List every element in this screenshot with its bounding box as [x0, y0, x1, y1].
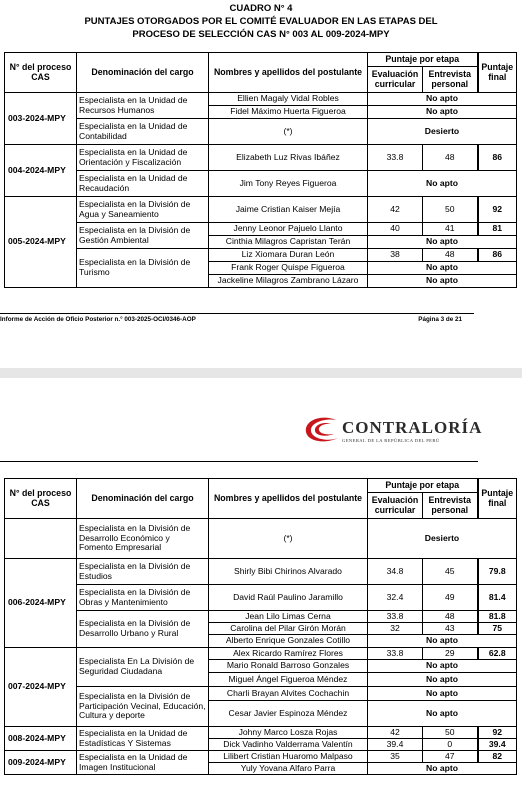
process-id: 006-2024-MPY	[5, 559, 77, 648]
interview-score: 49	[423, 585, 478, 611]
contraloria-emblem-icon	[302, 414, 342, 448]
applicant-name: Jim Tony Reyes Figueroa	[209, 171, 368, 197]
applicant-name: Cesar Javier Espinoza Méndez	[209, 701, 368, 727]
curricular-score: 40	[368, 223, 423, 236]
applicant-name: (*)	[209, 519, 368, 559]
job-title: Especialista en la División de Estudios	[77, 559, 209, 585]
applicant-name: Ellien Magaly Vidal Robles	[209, 93, 368, 106]
job-title: Especialista en la Unidad de Recursos Humanos	[77, 93, 209, 119]
report-reference: Informe de Acción de Oficio Posterior n.° 003-2025-OCI/0346-AOP	[0, 316, 196, 323]
job-title: Especialista en la Unidad de Orientación y Fiscalización	[77, 145, 209, 171]
contraloria-logo	[302, 414, 482, 448]
applicant-name: Fidel Máximo Huerta Figueroa	[209, 106, 368, 119]
status: No apto	[368, 236, 517, 249]
curricular-score: 39.4	[368, 739, 423, 751]
header-nombres: Nombres y apellidos del postulante	[209, 479, 368, 519]
process-id: 005-2024-MPY	[5, 197, 77, 288]
curricular-score: 33.8	[368, 648, 423, 660]
interview-score: 45	[423, 559, 478, 585]
header-entrevista-personal: Entrevista personal	[423, 493, 478, 519]
applicant-name: Liz Xiomara Duran León	[209, 249, 368, 262]
final-score: 79.8	[478, 559, 517, 585]
header-evaluacion-curricular: Evaluación curricular	[368, 493, 423, 519]
applicant-name: David Raúl Paulino Jaramillo	[209, 585, 368, 611]
process-id: 007-2024-MPY	[5, 648, 77, 727]
status: No apto	[368, 106, 517, 119]
applicant-name: Yuly Yovana Alfaro Parra	[209, 763, 368, 775]
interview-score: 0	[423, 739, 478, 751]
header-evaluacion-curricular: Evaluación curricular	[368, 67, 423, 93]
job-title: Especialista En La División de Seguridad Ciudadana	[77, 648, 209, 687]
job-title: Especialista en la División de Desarrollo Económico y Fomento Empresarial	[77, 519, 209, 559]
process-id-empty	[5, 519, 77, 559]
status: Desierto	[368, 119, 517, 145]
final-score: 81.8	[478, 611, 517, 623]
final-score: 81.4	[478, 585, 517, 611]
header-puntaje-final: Puntaje final	[478, 479, 517, 519]
header-puntaje-etapa: Puntaje por etapa	[368, 479, 478, 493]
header-proceso: N° del proceso CAS	[5, 479, 77, 519]
footer-rule	[0, 313, 474, 314]
curricular-score: 35	[368, 751, 423, 763]
job-title: Especialista en la Unidad de Recaudación	[77, 171, 209, 197]
status: No apto	[368, 275, 517, 288]
applicant-name: Charli Brayan Alvites Cochachin	[209, 687, 368, 701]
process-id: 003-2024-MPY	[5, 93, 77, 145]
job-title: Especialista en la División de Desarrollo Urbano y Rural	[77, 611, 209, 648]
applicant-name: Frank Roger Quispe Figueroa	[209, 262, 368, 275]
applicant-name: Cinthia Milagros Capristan Terán	[209, 236, 368, 249]
header-puntaje-final: Puntaje final	[478, 53, 517, 93]
curricular-score: 33.8	[368, 611, 423, 623]
final-score: 81	[478, 223, 517, 236]
interview-score: 29	[423, 648, 478, 660]
applicant-name: Alberto Enrique Gonzales Cotillo	[209, 635, 368, 648]
header-nombres: Nombres y apellidos del postulante	[209, 53, 368, 93]
interview-score: 41	[423, 223, 478, 236]
job-title: Especialista en la Unidad de Estadísticas Y Sistemas	[77, 727, 209, 751]
applicant-name: Jackeline Milagros Zambrano Lázaro	[209, 275, 368, 288]
curricular-score: 32.4	[368, 585, 423, 611]
job-title: Especialista en la Unidad de Imagen Institucional	[77, 751, 209, 775]
table-title-line-2: PROCESO DE SELECCIÓN CAS N° 003 AL 009-2024-MPY	[132, 29, 390, 40]
job-title: Especialista en la División de Turismo	[77, 249, 209, 288]
process-id: 008-2024-MPY	[5, 727, 77, 751]
job-title: Especialista en la División de Gestión Ambiental	[77, 223, 209, 249]
logo-brand-text: CONTRALORÍA	[342, 418, 483, 437]
status: No apto	[368, 93, 517, 106]
interview-score: 50	[423, 727, 478, 739]
interview-score: 50	[423, 197, 478, 223]
status: No apto	[368, 673, 517, 687]
status: No apto	[368, 262, 517, 275]
interview-score: 48	[423, 249, 478, 262]
final-score: 39.4	[478, 739, 517, 751]
applicant-name: Johny Marco Losza Rojas	[209, 727, 368, 739]
interview-score: 43	[423, 623, 478, 635]
applicant-name: Shirly Bibi Chirinos Alvarado	[209, 559, 368, 585]
curricular-score: 42	[368, 727, 423, 739]
final-score: 92	[478, 197, 517, 223]
curricular-score: 42	[368, 197, 423, 223]
final-score: 86	[478, 249, 517, 262]
final-score: 82	[478, 751, 517, 763]
page-3	[0, 0, 522, 368]
applicant-name: Lilibert Cristian Huaromo Malpaso	[209, 751, 368, 763]
status: Desierto	[368, 519, 517, 559]
header-cargo: Denominación del cargo	[77, 53, 209, 93]
job-title: Especialista en la División de Obras y Mantenimiento	[77, 585, 209, 611]
status: No apto	[368, 635, 517, 648]
page-number: Página 3 de 21	[418, 316, 462, 323]
header-entrevista-personal: Entrevista personal	[423, 67, 478, 93]
scores-table-part-2	[4, 478, 517, 775]
status: No apto	[368, 660, 517, 673]
curricular-score: 32	[368, 623, 423, 635]
process-id: 004-2024-MPY	[5, 145, 77, 197]
job-title: Especialista en la División de Participación Vecinal, Educación, Cultura y deporte	[77, 687, 209, 727]
page-4	[0, 378, 522, 790]
applicant-name: Carolina del Pilar Girón Morán	[209, 623, 368, 635]
status: No apto	[368, 763, 517, 775]
applicant-name: Elizabeth Luz Rivas Ibáñez	[209, 145, 368, 171]
interview-score: 47	[423, 751, 478, 763]
applicant-name: Jenny Leonor Pajuelo Llanto	[209, 223, 368, 236]
final-score: 92	[478, 727, 517, 739]
final-score: 86	[478, 145, 517, 171]
curricular-score: 34.8	[368, 559, 423, 585]
logo-subtitle: GENERAL DE LA REPÚBLICA DEL PERÚ	[342, 438, 440, 443]
job-title: Especialista en la División de Agua y Saneamiento	[77, 197, 209, 223]
applicant-name: Mario Ronald Barroso Gonzales	[209, 660, 368, 673]
table-number: CUADRO N° 4	[229, 3, 293, 14]
table-title-line-1: PUNTAJES OTORGADOS POR EL COMITÉ EVALUADOR EN LAS ETAPAS DEL	[84, 16, 438, 27]
applicant-name: Miguel Ángel Figueroa Méndez	[209, 673, 368, 687]
curricular-score: 38	[368, 249, 423, 262]
applicant-name: Dick Vadinho Valderrama Valentín	[209, 739, 368, 751]
header-cargo: Denominación del cargo	[77, 479, 209, 519]
final-score: 75	[478, 623, 517, 635]
header-puntaje-etapa: Puntaje por etapa	[368, 53, 478, 67]
status: No apto	[368, 687, 517, 701]
interview-score: 48	[423, 611, 478, 623]
interview-score: 48	[423, 145, 478, 171]
applicant-name: Jaime Cristian Kaiser Mejía	[209, 197, 368, 223]
status: No apto	[368, 171, 517, 197]
status: No apto	[368, 701, 517, 727]
process-id: 009-2024-MPY	[5, 751, 77, 775]
curricular-score: 33.8	[368, 145, 423, 171]
applicant-name: Alex Ricardo Ramírez Flores	[209, 648, 368, 660]
job-title: Especialista en la Unidad de Contabilidad	[77, 119, 209, 145]
scores-table-part-1	[4, 52, 517, 288]
header-proceso: N° del proceso CAS	[5, 53, 77, 93]
page-separator	[0, 368, 522, 378]
applicant-name: (*)	[209, 119, 368, 145]
final-score: 62.8	[478, 648, 517, 660]
applicant-name: Jean Lilo Limas Cerna	[209, 611, 368, 623]
header-rule	[0, 461, 478, 462]
